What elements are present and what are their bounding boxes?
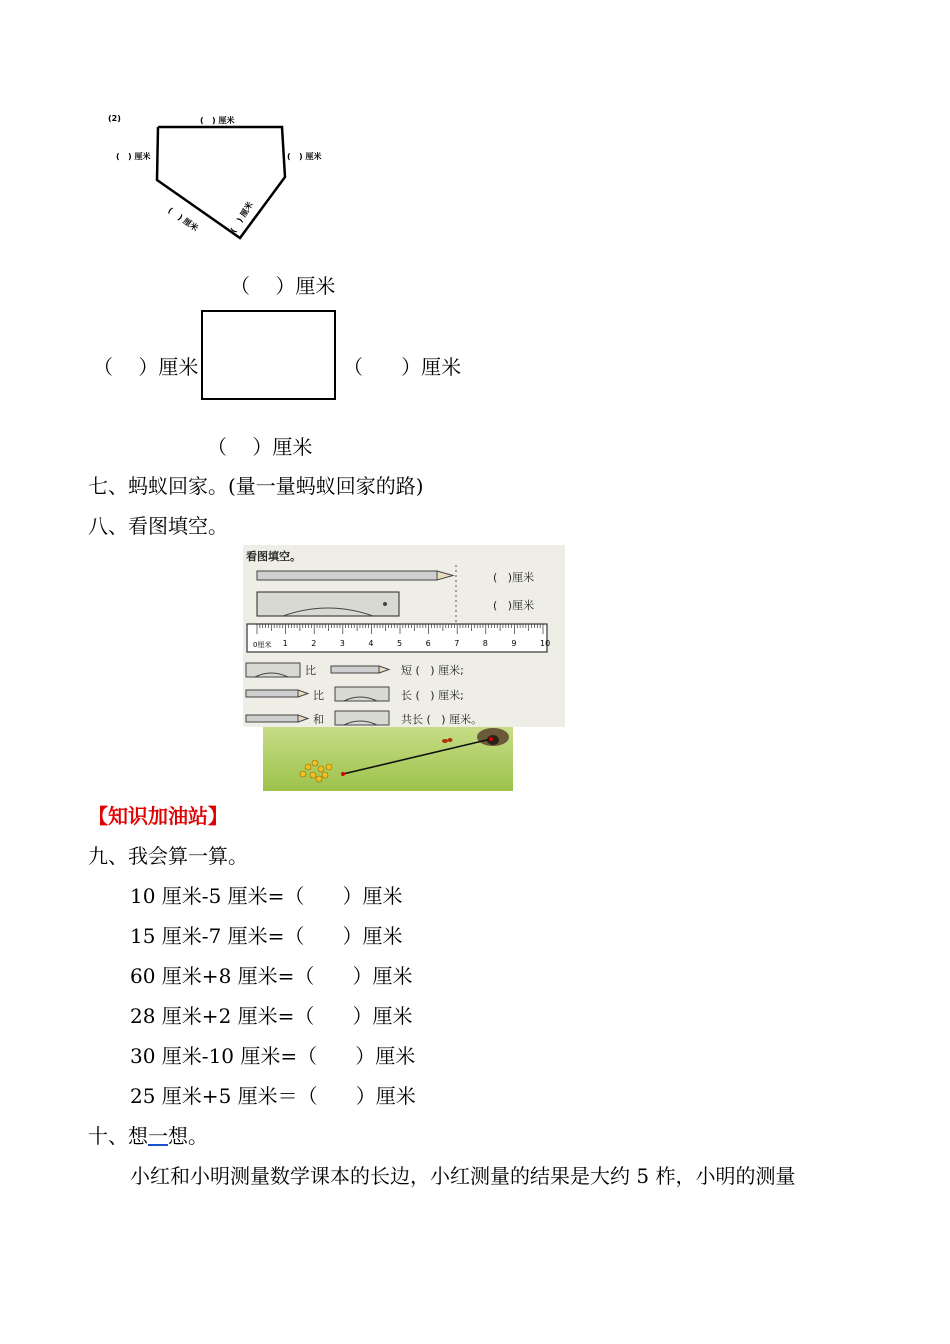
calc-item-4: 28 厘米+2 厘米=（ ）厘米 [130,1004,413,1028]
rect-top-label: （ ）厘米 [230,274,336,298]
pentagon-left-label: ( ) 厘米 [116,152,151,161]
row1-text: 短 ( ) 厘米; [401,664,464,677]
q10-title-c: 想。 [168,1124,208,1148]
ruler-number: 7 [454,639,460,648]
pentagon-shape [100,105,340,250]
calc-item-3: 60 厘米+8 厘米=（ ）厘米 [130,964,413,988]
picture-heading: 看图填空。 [246,550,301,563]
pentagon-top-label: ( ) 厘米 [200,116,235,125]
q7-title: 七、蚂蚁回家。(量一量蚂蚁回家的路) [88,474,424,498]
calc-item-2: 15 厘米-7 厘米=（ ）厘米 [130,924,403,948]
pentagon-lower-left-label: ( ) 厘米 [166,205,200,233]
ruler-number: 8 [482,639,488,648]
ruler-number: 9 [511,639,517,648]
ruler-number: 1 [282,639,288,648]
pentagon-right-label: ( ) 厘米 [287,152,322,161]
pencil-length-blank: ( )厘米 [493,571,535,584]
eraser-length-blank: ( )厘米 [493,599,535,612]
measurement-picture [243,545,565,727]
q8-title: 八、看图填空。 [88,514,228,538]
q10-body: 小红和小明测量数学课本的长边，小红测量的结果是大约 5 柞，小明的测量 [130,1164,796,1188]
row2-text: 长 ( ) 厘米; [401,689,464,702]
ruler-number: 2 [311,639,317,648]
row3-word: 和 [313,713,324,726]
calc-item-1: 10 厘米-5 厘米=（ ）厘米 [130,884,403,908]
row2-word: 比 [313,689,324,702]
ruler-number: 3 [339,639,345,648]
calc-item-5: 30 厘米-10 厘米=（ ）厘米 [130,1044,416,1068]
calc-item-6: 25 厘米+5 厘米＝（ ）厘米 [130,1084,416,1108]
ant-icon [442,738,453,743]
row1-word: 比 [305,664,316,677]
q10-title-a: 十、想 [88,1124,148,1148]
q10-title-b: 一 [148,1124,168,1148]
pentagon-figure [100,105,340,250]
ruler-number: 6 [425,639,431,648]
figure-number: (2) [108,114,121,123]
q10-title [88,1124,208,1148]
section-title: 【知识加油站】 [88,804,228,828]
rect-right-label: （ ）厘米 [343,355,462,379]
food-crumbs [300,760,332,782]
rect-bottom-label: （ ）厘米 [207,435,313,459]
row3-text: 共长 ( ) 厘米。 [401,713,483,726]
ruler-number: 5 [397,639,403,648]
ruler-number: 4 [368,639,374,648]
rectangle-shape [201,310,336,400]
ant-path-drawing [263,727,513,791]
rect-left-label: （ ）厘米 [93,355,199,379]
ant-path-picture [263,727,513,791]
ruler-number: 10 [540,639,551,648]
q9-title: 九、我会算一算。 [88,844,248,868]
pentagon-lower-right-label: ( ) 厘米 [228,200,255,235]
ruler-unit: 0厘米 [253,641,272,649]
